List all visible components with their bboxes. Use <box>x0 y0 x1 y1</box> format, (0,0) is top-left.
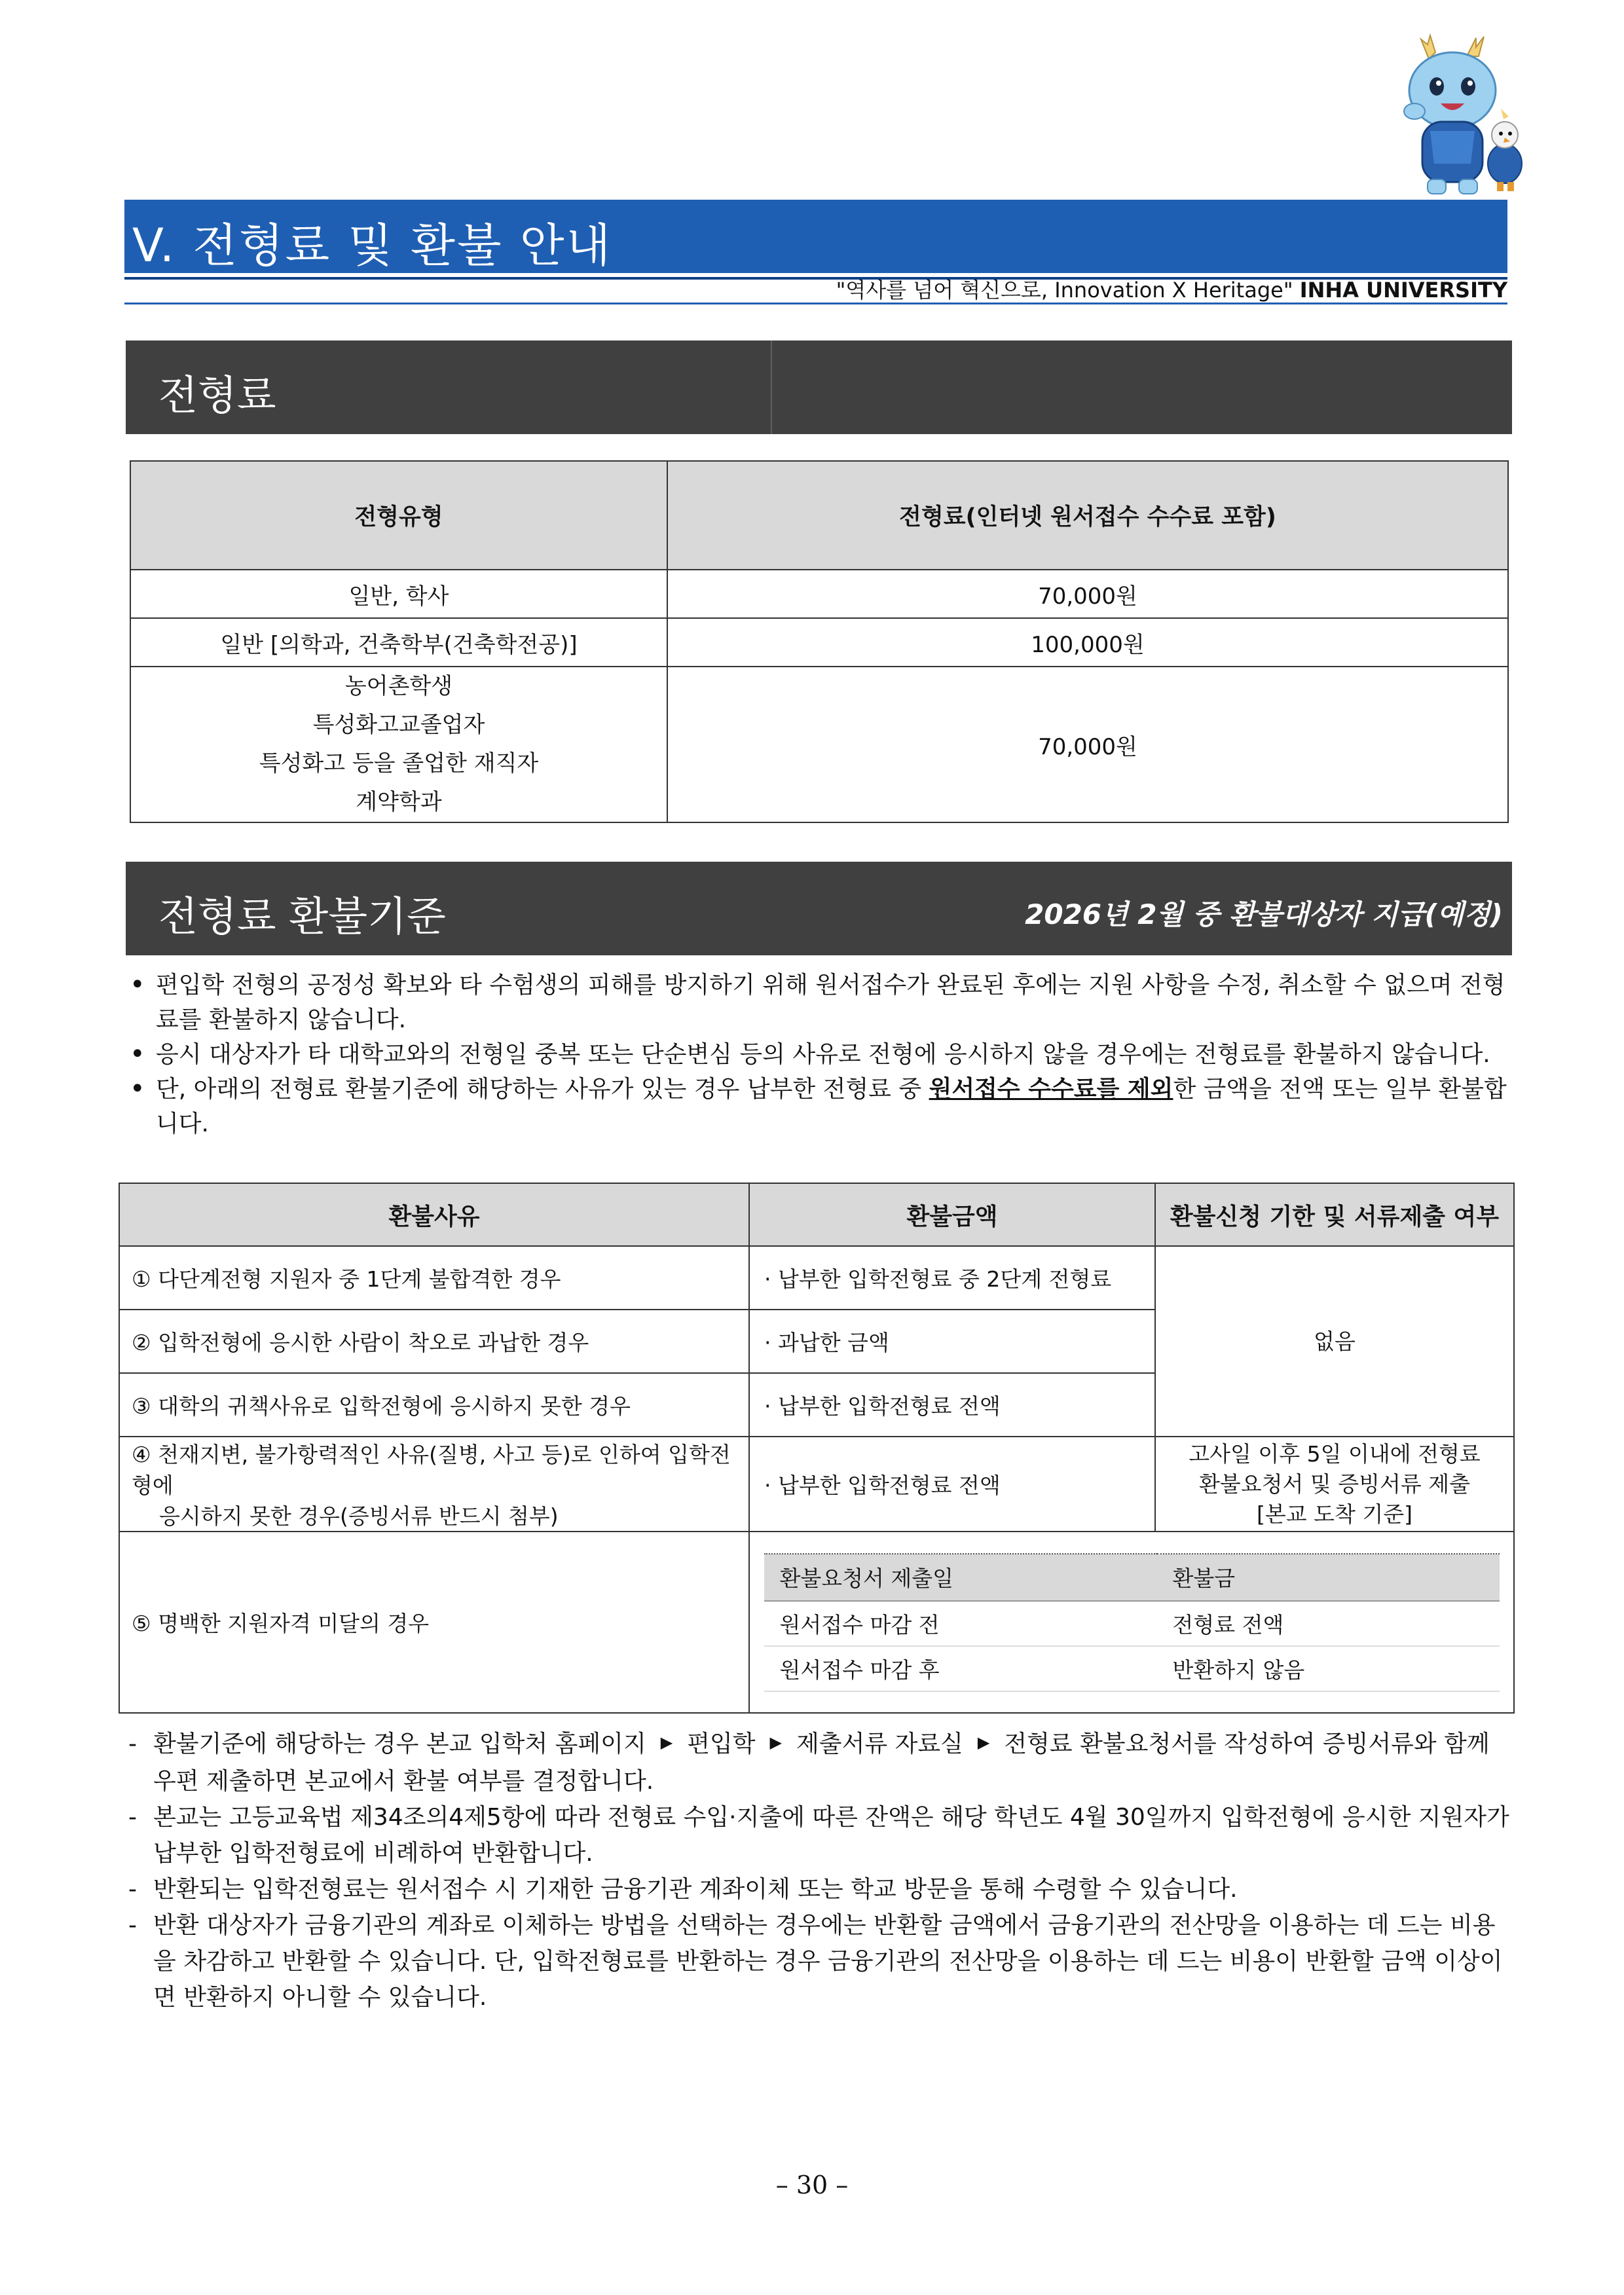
nested-when-cell: 원서접수 마감 후 <box>764 1646 1157 1691</box>
bullet-emphasis: 원서접수 수수료를 제외 <box>929 1076 1173 1103</box>
fee-table-header <box>130 461 1508 570</box>
table-row <box>119 1532 1514 1713</box>
refund-table <box>119 1183 1515 1714</box>
note-text: 제출서류 자료실 <box>796 1731 963 1757</box>
table-row <box>130 618 1508 667</box>
table-row <box>119 1246 1514 1310</box>
nested-header-when: 환불요청서 제출일 <box>764 1554 1157 1601</box>
bullet-text: 단, 아래의 전형료 환불기준에 해당하는 사유가 있는 경우 납부한 전형료 중 <box>156 1076 929 1103</box>
deadline-line: 환불요청서 및 증빙서류 제출 <box>1198 1471 1470 1497</box>
refund-table-header <box>119 1183 1514 1246</box>
note-item: - 본교는 고등교육법 제34조의4제5항에 따라 전형료 수입·지출에 따른 잔액은 해당 학년도 4월 30일까지 입학전형에 응시한 지원자가 납부한 입학전형료에 비례하여 반환합니다. <box>128 1799 1513 1871</box>
page-number: – 30 – <box>775 2171 849 2199</box>
table-row <box>764 1601 1500 1646</box>
nested-header <box>764 1554 1500 1601</box>
refund-amount-cell: · 납부한 입학전형료 중 2단계 전형료 <box>749 1246 1155 1310</box>
refund-notes <box>128 1726 1513 2015</box>
bullet-item <box>130 1072 1511 1141</box>
refund-deadline-cell: 없음 <box>1155 1246 1514 1437</box>
nested-refund-cell: 반환하지 않음 <box>1157 1646 1500 1691</box>
refund-reason-cell <box>119 1437 749 1532</box>
slogan-brand: INHA UNIVERSITY <box>1299 278 1507 303</box>
fee-type-line: 계약학과 <box>356 789 442 815</box>
nested-header-refund: 환불금 <box>1157 1554 1500 1601</box>
bullet-item: • 편입학 전형의 공정성 확보와 타 수험생의 피해를 방지하기 위해 원서접수가 완료된 후에는 지원 사항을 수정, 취소할 수 없으며 전형료를 환불하지 않습니다. <box>130 968 1511 1037</box>
table-row <box>119 1437 1514 1532</box>
note-item: - 반환 대상자가 금융기관의 계좌로 이체하는 방법을 선택하는 경우에는 반환할 금액에서 금융기관의 전산망을 이용하는 데 드는 비용을 차감하고 반환할 수 있습니다. 단, 입학전형료를 반환하는 경우 금융기관의 전산망을 이용하는 데 드는 비용이 반환할 금액 이상이면 반환하지 아니할 수 있습니다. <box>128 1907 1513 2015</box>
fee-type-line: 농어촌학생 <box>344 673 453 699</box>
refund-reason-cell: ① 다단계전형 지원자 중 1단계 불합격한 경우 <box>119 1246 749 1310</box>
nested-refund-cell: 전형료 전액 <box>1157 1601 1500 1646</box>
refund-amount-cell: · 납부한 입학전형료 전액 <box>749 1373 1155 1437</box>
bullet-text: 한 금액을 전액 또는 일부 환불합니다. <box>156 1076 1507 1137</box>
refund-reason-cell: ③ 대학의 귀책사유로 입학전형에 응시하지 못한 경우 <box>119 1373 749 1437</box>
arrow-right-icon: ▶ <box>769 1733 783 1752</box>
note-item: - 반환되는 입학전형료는 원서접수 시 기재한 금융기관 계좌이체 또는 학교 방문을 통해 수령할 수 있습니다. <box>128 1871 1513 1907</box>
refund-deadline-cell <box>1155 1437 1514 1532</box>
reason-line: ④ 천재지변, 불가항력적인 사유(질병, 사고 등)로 인하여 입학전형에 <box>132 1442 731 1498</box>
reason-line: 응시하지 못한 경우(증빙서류 반드시 첨부) <box>159 1503 559 1529</box>
refund-header-reason: 환불사유 <box>119 1183 749 1246</box>
fee-type-cell: 일반 [의학과, 건축학부(건축학전공)] <box>130 618 667 667</box>
fee-amount-cell: 70,000원 <box>667 667 1508 822</box>
nested-when-cell: 원서접수 마감 전 <box>764 1601 1157 1646</box>
refund-header-amount: 환불금액 <box>749 1183 1155 1246</box>
fee-amount-cell: 70,000원 <box>667 570 1508 618</box>
header-rule <box>124 303 1507 304</box>
note-text: 전형료 환불요청서를 작성하여 증빙서류와 함께 우편 제출하면 본교에서 환불 여부를 결정합니다. <box>153 1731 1490 1795</box>
refund-amount-cell: · 과납한 금액 <box>749 1310 1155 1373</box>
refund-schedule-table <box>764 1553 1500 1692</box>
refund-bullets <box>130 968 1511 1141</box>
deadline-line: [본교 도착 기준] <box>1257 1501 1412 1527</box>
chapter-title: V. 전형료 및 환불 안내 <box>132 219 613 272</box>
section-title-refund: 전형료 환불기준 <box>158 892 446 940</box>
table-row <box>130 570 1508 618</box>
fee-header-type: 전형유형 <box>130 461 667 570</box>
note-item <box>128 1726 1513 1799</box>
section-bar-refund <box>126 862 1512 955</box>
refund-reason-cell: ② 입학전형에 응시한 사람이 착오로 과납한 경우 <box>119 1310 749 1373</box>
fee-header-fee: 전형료(인터넷 원서접수 수수료 포함) <box>667 461 1508 570</box>
fee-amount-cell: 100,000원 <box>667 618 1508 667</box>
slogan-quote: "역사를 넘어 혁신으로, Innovation X Heritage" <box>836 278 1293 303</box>
bullet-item: • 응시 대상자가 타 대학교와의 전형일 중복 또는 단순변심 등의 사유로 전형에 응시하지 않을 경우에는 전형료를 환불하지 않습니다. <box>130 1037 1511 1072</box>
table-row <box>764 1646 1500 1691</box>
fee-type-cell-multi <box>130 667 667 822</box>
refund-nested-cell <box>749 1532 1514 1713</box>
fee-type-line: 특성화고 등을 졸업한 재직자 <box>259 750 539 777</box>
arrow-right-icon: ▶ <box>977 1733 990 1752</box>
fee-type-cell: 일반, 학사 <box>130 570 667 618</box>
fee-type-line: 특성화고교졸업자 <box>312 712 485 738</box>
refund-schedule-note: 2026년 2월 중 환불대상자 지급(예정) <box>1025 898 1503 930</box>
note-text: 편입학 <box>687 1731 756 1757</box>
section-title-fee: 전형료 <box>158 371 276 419</box>
refund-reason-cell: ⑤ 명백한 지원자격 미달의 경우 <box>119 1532 749 1713</box>
note-text: 환불기준에 해당하는 경우 본교 입학처 홈페이지 <box>153 1731 646 1757</box>
refund-amount-cell: · 납부한 입학전형료 전액 <box>749 1437 1155 1532</box>
table-row <box>130 667 1508 822</box>
refund-header-deadline: 환불신청 기한 및 서류제출 여부 <box>1155 1183 1514 1246</box>
deadline-line: 고사일 이후 5일 이내에 전형료 <box>1189 1441 1481 1467</box>
fee-table <box>130 460 1509 823</box>
mascot-illustration <box>1388 33 1532 203</box>
slogan <box>836 274 1507 304</box>
arrow-right-icon: ▶ <box>660 1733 673 1752</box>
chapter-header-bar <box>124 200 1507 273</box>
section-bar-fee <box>126 340 1512 434</box>
